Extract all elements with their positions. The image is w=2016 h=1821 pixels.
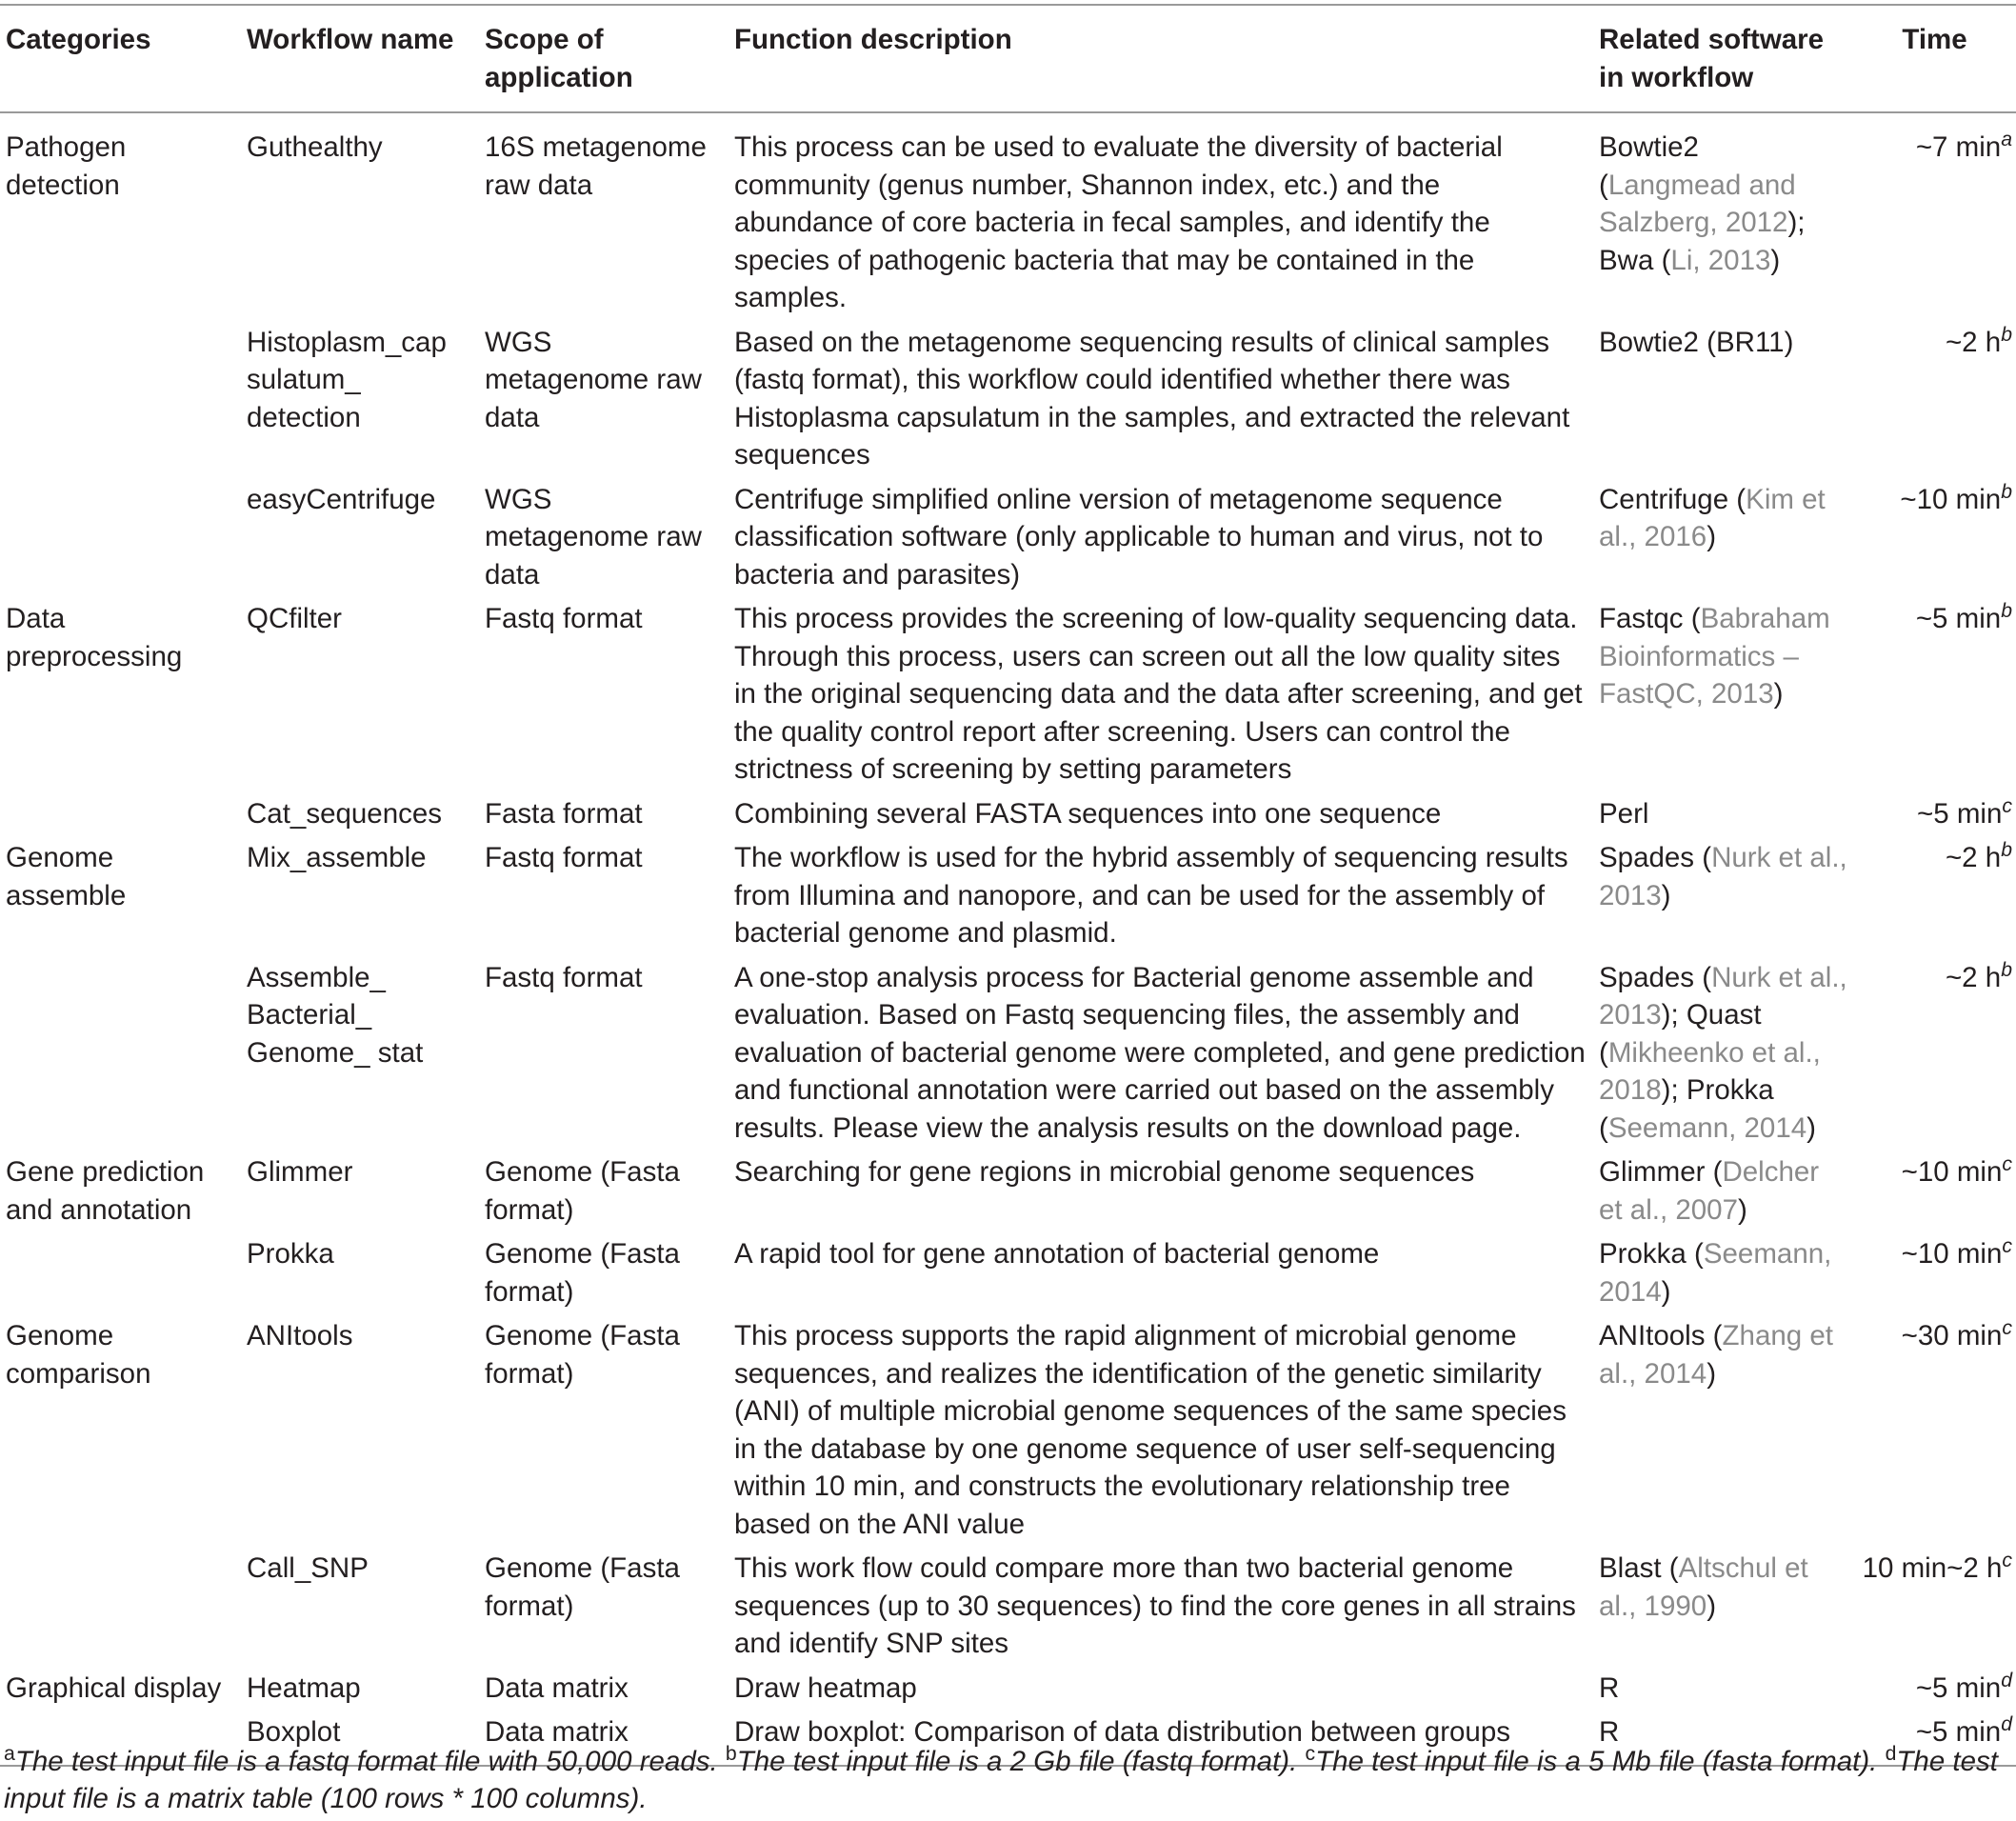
footnote-mark: b [725, 1742, 737, 1766]
header-software: Related software in workflow [1593, 5, 1855, 112]
cell-category [0, 478, 241, 598]
time-value: 10 min~2 h [1862, 1552, 2003, 1584]
cell-category: Genome comparison [6, 1320, 151, 1390]
table-row [0, 321, 2016, 478]
reference-link[interactable]: Seemann, 2014 [1599, 1238, 1832, 1308]
cell-category [0, 1232, 241, 1314]
footnote-mark: d [1885, 1742, 1897, 1766]
cell-function-description: This process can be used to evaluate the diversity of bacterial community (genus number, Shannon index, etc.) and the abundance of core bacteria in fecal samples, and identify the species of pathogenic bacteria that may be contained in the samples. [734, 131, 1503, 313]
table-row [0, 1547, 2016, 1667]
footnote [1305, 1742, 1878, 1777]
cell-category [0, 1547, 241, 1667]
cell-time [1855, 836, 2016, 956]
cell-workflow-name: Guthealthy [247, 131, 383, 163]
time-value: ~10 min [1901, 1238, 2003, 1270]
software-text: Fastqc ( [1599, 603, 1701, 634]
cell-workflow-name: Heatmap [247, 1671, 361, 1704]
time-value: ~10 min [1901, 1156, 2003, 1188]
cell-related-software [1593, 792, 1855, 837]
cell-scope: Data matrix [479, 1711, 729, 1766]
cell-related-software [1593, 1547, 1855, 1667]
cell-time [1855, 112, 2016, 321]
table-row [0, 836, 2016, 956]
cell-category: Graphical display [6, 1671, 222, 1704]
cell-function-description: This work flow could compare more than two bacterial genome sequences (up to 30 sequences) to find the core genes in all strains and identify SNP sites [734, 1552, 1576, 1659]
cell-scope: Fastq format [485, 842, 643, 873]
cell-scope: Fastq format [485, 603, 643, 634]
cell-function-description: Draw heatmap [734, 1671, 917, 1704]
table-header-row [0, 5, 2016, 112]
cell-related-software [1593, 112, 1855, 321]
workflow-table [0, 4, 2016, 1767]
cell-scope: Fasta format [485, 797, 643, 830]
time-value: ~5 min [1917, 797, 2003, 830]
time-footnote-mark: d [2001, 1712, 2012, 1736]
table-row [0, 597, 2016, 792]
reference-link[interactable]: Altschul et al., 1990 [1599, 1552, 1808, 1622]
time-footnote-mark: b [2001, 322, 2012, 346]
software-text: ) [1806, 1111, 1816, 1144]
header-categories: Categories [0, 5, 241, 112]
header-workflow-name: Workflow name [241, 5, 479, 112]
table-row [0, 792, 2016, 837]
reference-link[interactable]: Mikheenko et al., 2018 [1599, 1036, 1821, 1106]
cell-time [1855, 478, 2016, 598]
cell-related-software [1593, 597, 1855, 792]
software-text: ) [1661, 1275, 1671, 1308]
cell-category: Data preprocessing [6, 603, 183, 672]
cell-workflow-name: easyCentrifuge [247, 483, 436, 515]
cell-time [1855, 792, 2016, 837]
cell-related-software [1593, 956, 1855, 1151]
table-row [0, 478, 2016, 598]
time-footnote-mark: b [2001, 599, 2012, 623]
table-body [0, 112, 2016, 1766]
software-text: ) [1773, 678, 1784, 710]
cell-time [1855, 1667, 2016, 1711]
footnotes [4, 1743, 2011, 1817]
cell-workflow-name: Histoplasm_cap sulatum_ detection [247, 326, 447, 433]
table-row [0, 1151, 2016, 1232]
cell-related-software [1593, 1151, 1855, 1232]
cell-workflow-name: ANItools [247, 1320, 353, 1351]
time-footnote-mark: c [2002, 1234, 2012, 1258]
software-text: ANItools ( [1599, 1320, 1723, 1351]
time-value: ~5 min [1915, 1671, 2002, 1704]
cell-function-description: A rapid tool for gene annotation of bacterial genome [734, 1238, 1380, 1270]
footnote [725, 1742, 1298, 1777]
footnote-text: The test input file is a 5 Mb file (fasta format). [1315, 1746, 1878, 1777]
software-text: Centrifuge ( [1599, 483, 1747, 515]
software-text: Bowtie2 ( [1599, 131, 1699, 201]
cell-function-description: Centrifuge simplified online version of metagenome sequence classification software (only applicable to human and virus, not to bacteria and parasites) [734, 483, 1544, 590]
cell-time [1855, 321, 2016, 478]
cell-scope: Fastq format [485, 961, 643, 993]
time-value: ~2 h [1945, 961, 2002, 993]
cell-scope: Genome (Fasta format) [485, 1238, 680, 1308]
cell-scope: WGS metagenome raw data [485, 483, 702, 590]
time-value: ~5 min [1915, 603, 2002, 634]
software-text: Spades ( [1599, 961, 1712, 993]
table-row [0, 1232, 2016, 1314]
reference-link[interactable]: Delcher et al., 2007 [1599, 1156, 1820, 1226]
cell-time [1855, 956, 2016, 1151]
software-text: ); Prokka ( [1599, 1074, 1774, 1144]
cell-related-software [1593, 1314, 1855, 1547]
software-text: ) [1661, 879, 1671, 911]
cell-scope: Genome (Fasta format) [485, 1552, 680, 1622]
reference-link[interactable]: Babraham Bioinformatics – FastQC, 2013 [1599, 603, 1830, 710]
cell-related-software [1593, 1232, 1855, 1314]
cell-related-software [1593, 836, 1855, 956]
time-value: ~30 min [1901, 1320, 2003, 1351]
cell-category: Pathogen detection [6, 131, 127, 201]
cell-scope: Data matrix [485, 1671, 629, 1704]
cell-related-software [1593, 321, 1855, 478]
footnote-mark: a [4, 1742, 15, 1766]
cell-function-description: This process supports the rapid alignment of microbial genome sequences, and realizes the identification of the genetic similarity (ANI) of multiple microbial genome sequences of the same species in the database by one genome sequence of user self-sequencing within 10 min, and constructs the evolutionary relationship tree based on the ANI value [734, 1320, 1567, 1540]
time-value: ~5 min [1915, 1716, 2002, 1748]
cell-workflow-name: Cat_sequences [247, 797, 443, 830]
header-scope: Scope of application [479, 5, 729, 112]
reference-link[interactable]: Li, 2013 [1670, 244, 1771, 276]
time-value: ~2 h [1945, 326, 2002, 358]
cell-workflow-name: QCfilter [247, 603, 342, 634]
cell-time [1855, 1314, 2016, 1547]
time-footnote-mark: d [2001, 1668, 2012, 1691]
software-text: Glimmer ( [1599, 1156, 1723, 1188]
cell-time [1855, 597, 2016, 792]
cell-category [0, 956, 241, 1151]
software-text: ) [1707, 1590, 1717, 1622]
software-text: ) [1707, 1357, 1717, 1390]
time-value: ~10 min [1900, 483, 2002, 515]
cell-scope: WGS metagenome raw data [485, 326, 702, 433]
cell-category [0, 321, 241, 478]
reference-link[interactable]: Kim et al., 2016 [1599, 483, 1826, 552]
time-footnote-mark: c [2002, 1316, 2012, 1340]
table-row [0, 112, 2016, 321]
footnote-text: The test input file is a matrix table (100 rows * 100 columns). [4, 1746, 1998, 1814]
cell-workflow-name: Mix_assemble [247, 842, 427, 873]
reference-link[interactable]: Langmead and Salzberg, 2012 [1599, 169, 1796, 238]
cell-category: Gene prediction and annotation [6, 1156, 205, 1226]
cell-function-description: This process provides the screening of low-quality sequencing data. Through this process, users can screen out all the low quality sites in the original sequencing data and the data after screening, and get the quality control report after screening. Users can control the strictness of screening by setting parameters [734, 603, 1583, 785]
reference-link[interactable]: Seemann, 2014 [1607, 1111, 1807, 1144]
software-text: Spades ( [1599, 842, 1712, 873]
cell-scope: 16S metagenome raw data [485, 131, 707, 201]
cell-category [0, 792, 241, 837]
cell-function-description: Searching for gene regions in microbial genome sequences [734, 1156, 1475, 1188]
cell-function-description: A one-stop analysis process for Bacterial genome assemble and evaluation. Based on Fastq sequencing files, the assembly and evaluation of bacterial genome were completed, and gene prediction and functional annotation were carried out based on the assembly results. Please view the analysis results on the download page. [734, 961, 1586, 1144]
software-text: ) [1707, 521, 1717, 552]
time-value: ~2 h [1945, 842, 2002, 873]
cell-workflow-name: Call_SNP [247, 1552, 369, 1584]
cell-function-description: Based on the metagenome sequencing results of clinical samples (fastq format), this workflow could identified whether there was Histoplasma capsulatum in the samples, and extracted the relevant sequences [734, 326, 1570, 470]
cell-scope: Genome (Fasta format) [485, 1156, 680, 1226]
cell-related-software [1593, 478, 1855, 598]
time-footnote-mark: c [2002, 1152, 2012, 1176]
footnote-text: The test input file is a fastq format file with 50,000 reads. [14, 1746, 718, 1777]
cell-scope: Genome (Fasta format) [485, 1320, 680, 1390]
cell-workflow-name: Boxplot [241, 1711, 479, 1766]
reference-link[interactable]: Zhang et al., 2014 [1599, 1320, 1833, 1390]
cell-time [1855, 1151, 2016, 1232]
software-text: Perl [1599, 797, 1649, 830]
table-row [0, 1667, 2016, 1711]
software-text: ) [1737, 1193, 1747, 1226]
time-footnote-mark: b [2001, 479, 2012, 503]
header-time: Time [1855, 5, 2016, 112]
software-text: Blast ( [1599, 1552, 1679, 1584]
cell-function-description: Draw boxplot: Comparison of data distribution between groups [729, 1711, 1593, 1766]
software-text: ) [1770, 244, 1781, 276]
time-value: ~7 min [1915, 131, 2002, 163]
cell-related-software [1593, 1667, 1855, 1711]
software-text: Prokka ( [1599, 1238, 1704, 1270]
reference-link[interactable]: Nurk et al., 2013 [1599, 842, 1847, 911]
cell-time [1855, 1547, 2016, 1667]
time-footnote-mark: a [2001, 128, 2012, 151]
table-row [0, 956, 2016, 1151]
software-text: R [1599, 1716, 1620, 1748]
cell-function-description: Combining several FASTA sequences into one sequence [734, 797, 1442, 830]
time-footnote-mark: c [2002, 1549, 2012, 1572]
software-text: ); Quast ( [1599, 999, 1762, 1069]
time-footnote-mark: b [2001, 957, 2012, 981]
footnote [4, 1742, 718, 1777]
time-footnote-mark: c [2002, 793, 2012, 817]
cell-workflow-name: Glimmer [247, 1156, 353, 1188]
table-row [0, 1314, 2016, 1547]
header-function: Function description [729, 5, 1593, 112]
software-text: R [1599, 1671, 1620, 1704]
time-footnote-mark: b [2001, 838, 2012, 862]
reference-link[interactable]: Nurk et al., 2013 [1599, 961, 1847, 1031]
software-text: ); Bwa ( [1599, 207, 1806, 276]
footnote-mark: c [1305, 1742, 1316, 1766]
cell-function-description: The workflow is used for the hybrid assembly of sequencing results from Illumina and nanopore, and can be used for the assembly of bacterial genome and plasmid. [734, 842, 1568, 949]
cell-category: Genome assemble [6, 842, 127, 911]
footnote-text: The test input file is a 2 Gb file (fastq format). [736, 1746, 1298, 1777]
cell-time [1855, 1232, 2016, 1314]
cell-workflow-name: Prokka [247, 1238, 334, 1270]
software-text: Bowtie2 (BR11) [1599, 326, 1794, 358]
cell-workflow-name: Assemble_ Bacterial_ Genome_ stat [247, 961, 424, 1069]
